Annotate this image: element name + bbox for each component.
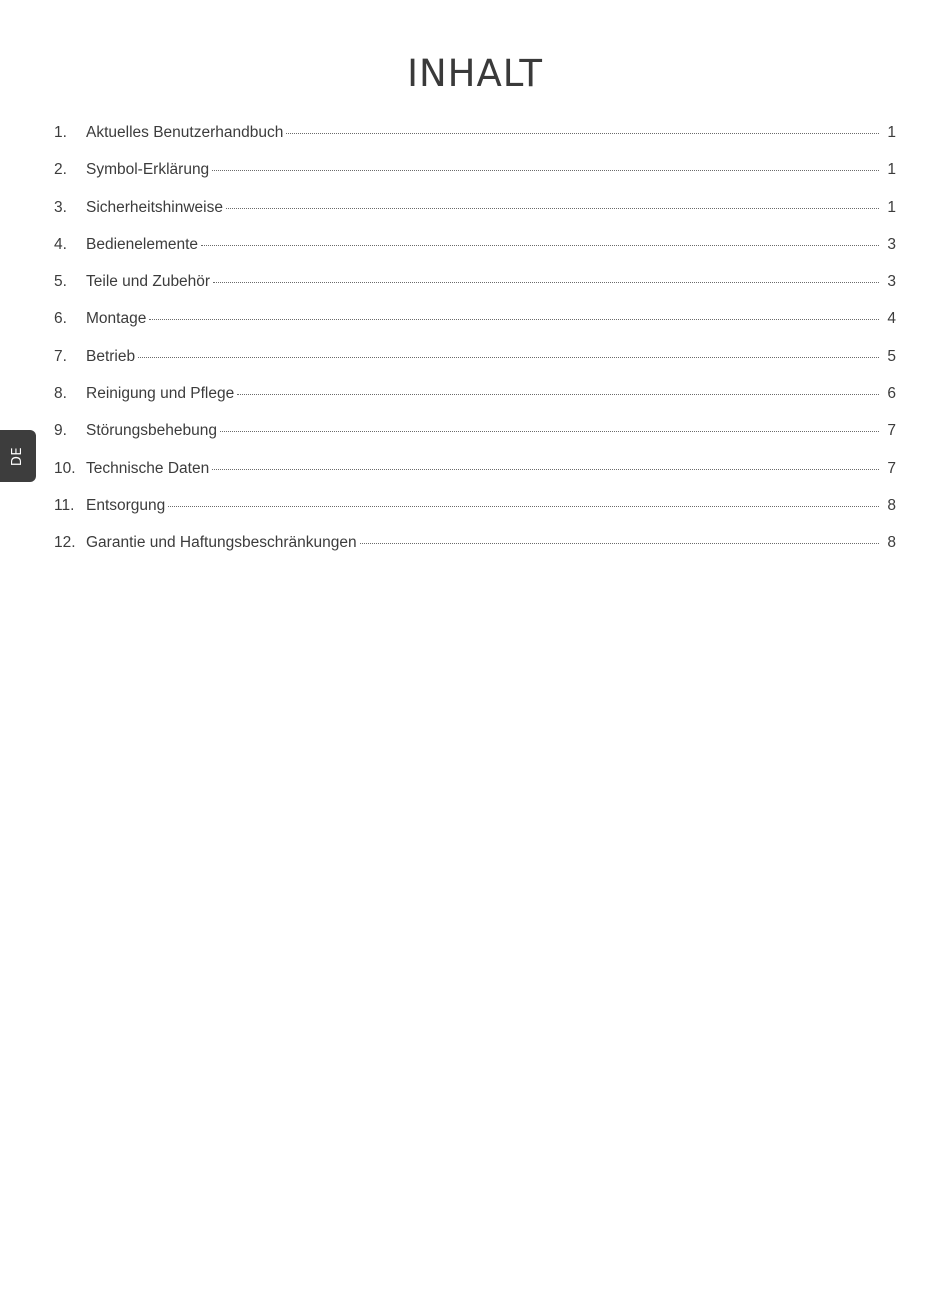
toc-entry-number: 11. [54, 496, 75, 514]
toc-entry-page: 4 [887, 310, 896, 328]
language-tab [0, 430, 36, 482]
toc-dot-leader [149, 318, 879, 320]
page-title: INHALT [407, 52, 543, 95]
toc-entry-label: Betrieb [86, 347, 136, 365]
toc-entry[interactable] [54, 497, 896, 534]
toc-entry-number: 7. [54, 347, 67, 365]
toc-entry-page: 8 [887, 534, 896, 552]
toc-entry[interactable] [54, 348, 896, 385]
toc-entry[interactable] [54, 460, 896, 497]
toc-entry[interactable] [54, 124, 896, 161]
toc-entry-number: 2. [54, 161, 67, 179]
toc-entry-page: 1 [887, 161, 896, 179]
toc-entry-number: 3. [54, 198, 67, 216]
toc-entry-label: Montage [86, 310, 147, 328]
toc-entry-page: 7 [887, 459, 896, 477]
toc-entry-number: 10. [54, 459, 76, 477]
toc-entry[interactable] [54, 273, 896, 310]
toc-entry[interactable] [54, 310, 896, 347]
toc-dot-leader [212, 169, 879, 171]
toc-entry-number: 5. [54, 273, 67, 291]
toc-dot-leader [168, 505, 879, 507]
toc-entry-number: 9. [54, 422, 67, 440]
toc-entry-number: 6. [54, 310, 67, 328]
toc-entry-page: 7 [887, 422, 896, 440]
toc-entry-label: Symbol-Erklärung [86, 161, 210, 179]
toc-dot-leader [226, 207, 879, 209]
table-of-contents [54, 124, 896, 572]
toc-entry-label: Störungsbehebung [86, 422, 218, 440]
toc-entry-page: 1 [887, 198, 896, 216]
toc-dot-leader [138, 356, 879, 358]
toc-dot-leader [220, 430, 879, 432]
toc-dot-leader [286, 132, 879, 134]
toc-entry-page: 6 [887, 385, 896, 403]
toc-entry-page: 3 [887, 273, 896, 291]
toc-dot-leader [360, 542, 880, 544]
toc-entry[interactable] [54, 385, 896, 422]
toc-entry-label: Reinigung und Pflege [86, 385, 235, 403]
toc-entry-page: 3 [887, 235, 896, 253]
toc-entry-page: 5 [887, 347, 896, 365]
toc-entry-number: 1. [54, 124, 67, 141]
toc-entry[interactable] [54, 534, 896, 571]
toc-entry[interactable] [54, 422, 896, 459]
toc-entry[interactable] [54, 236, 896, 273]
toc-entry-label: Garantie und Haftungsbeschränkungen [86, 534, 357, 552]
toc-entry-number: 8. [54, 385, 67, 403]
toc-dot-leader [213, 281, 879, 283]
toc-dot-leader [237, 393, 879, 395]
toc-dot-leader [212, 468, 879, 470]
toc-entry-number: 4. [54, 235, 67, 253]
language-tab-label: DE [10, 446, 26, 466]
toc-entry-label: Entsorgung [86, 496, 166, 514]
toc-entry-number: 12. [54, 534, 76, 552]
toc-entry-label: Teile und Zubehör [86, 273, 211, 291]
toc-entry-label: Technische Daten [86, 459, 210, 477]
toc-entry-label: Sicherheitshinweise [86, 198, 223, 216]
toc-entry[interactable] [54, 199, 896, 236]
toc-entry[interactable] [54, 161, 896, 198]
toc-entry-label: Bedienelemente [86, 235, 199, 253]
toc-dot-leader [201, 244, 879, 246]
toc-entry-page: 8 [887, 496, 896, 514]
toc-entry-label: Aktuelles Benutzerhandbuch [86, 124, 284, 141]
toc-entry-page: 1 [887, 124, 896, 141]
